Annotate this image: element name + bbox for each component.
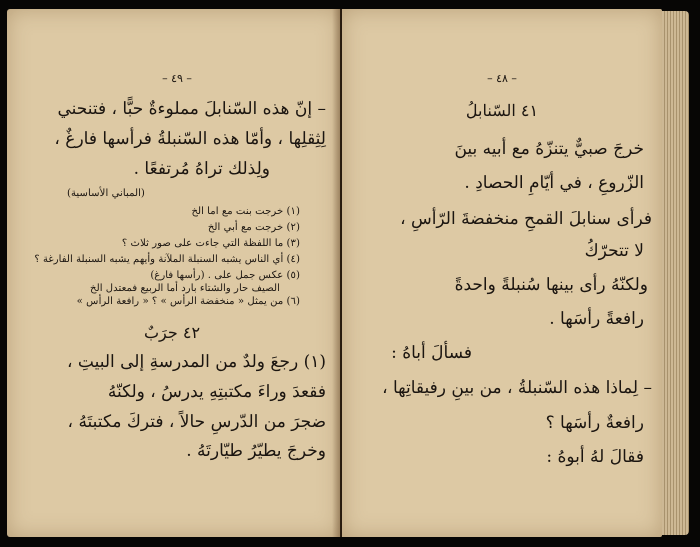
text-line: ولكنّهُ رأى بينها سُنبلةً واحدةً: [454, 275, 648, 295]
exercise-item: (٤) أي الناس يشبه السنبلة الملآنة وأيهم يشبه السنبلة الفارغة ؟: [34, 254, 300, 265]
text-line: لا تتحرّكُ: [584, 241, 644, 261]
text-line: – لِماذا هذه السّنبلةُ ، من بينِ رفيقاتِها ،: [382, 378, 652, 398]
text-line: فسألَ أباهُ :: [391, 343, 472, 363]
exercise-item: الصيف حار والشتاء بارد أما الربيع فمعتدل الخ: [90, 283, 280, 294]
text-line: فقالَ لهُ أبوهُ :: [546, 447, 644, 467]
text-line: ولِذلك تراهُ مُرتفعًا .: [133, 159, 270, 179]
lesson-title: ٤٢ جرَبٌ: [143, 323, 201, 342]
text-line: وخرجَ يطيّرُ طيّارتَهُ .: [186, 441, 326, 461]
exercise-item: (٣) ما اللفظة التي جاءت على صور ثلاث ؟: [121, 238, 300, 249]
open-book: [7, 5, 695, 541]
page-edges: [662, 11, 689, 535]
text-line: فرأى سنابلَ القمحِ منخفضةَ الرّأسِ ،: [400, 209, 652, 229]
text-line: خرجَ صبيٌّ يتنزّهُ مع أبيه بينَ: [454, 139, 644, 159]
right-page: [342, 9, 662, 537]
text-line: لِثِقلِها ، وأمّا هذه السّنبلةُ فرأسها فارغٌ ،: [54, 129, 326, 149]
exercise-item: (٢) خرجت مع أبي الخ: [207, 222, 300, 233]
text-line: رافعةً رأسَها .: [549, 309, 644, 329]
page-number: – ٤٨ –: [487, 72, 517, 85]
exercise-item: (١) خرجت بنت مع اما الخ: [191, 206, 300, 217]
exercise-item: (٦) من يمثل « منخفضة الرأس » ؟ « رافعة الرأس »: [76, 296, 300, 307]
text-line: فقعدَ وراءَ مكتبتِهِ يدرسُ ، ولكنّهُ: [107, 382, 326, 402]
text-line: ضجرَ من الدّرسِ حالاً ، فتركَ مكتبتَهُ ،: [67, 412, 326, 432]
left-page: [7, 9, 340, 537]
lesson-title: ٤١ السّنابلُ: [465, 101, 539, 120]
exercises-heading: (المباني الأساسية): [67, 188, 145, 199]
text-line: – إنّ هذه السّنابلَ مملوءةٌ حبًّا ، فتنحني: [57, 99, 326, 119]
exercise-item: (٥) عكس جمل على . (رأسها فارغ): [150, 270, 300, 281]
page-number: – ٤٩ –: [162, 72, 192, 85]
text-line: رافعةٌ رأسَها ؟: [545, 413, 644, 433]
text-line: الزّروعِ ، في أيّامِ الحصادِ .: [464, 173, 644, 193]
text-line: (١) رجعَ ولدٌ من المدرسةِ إلى البيتِ ،: [66, 352, 326, 372]
